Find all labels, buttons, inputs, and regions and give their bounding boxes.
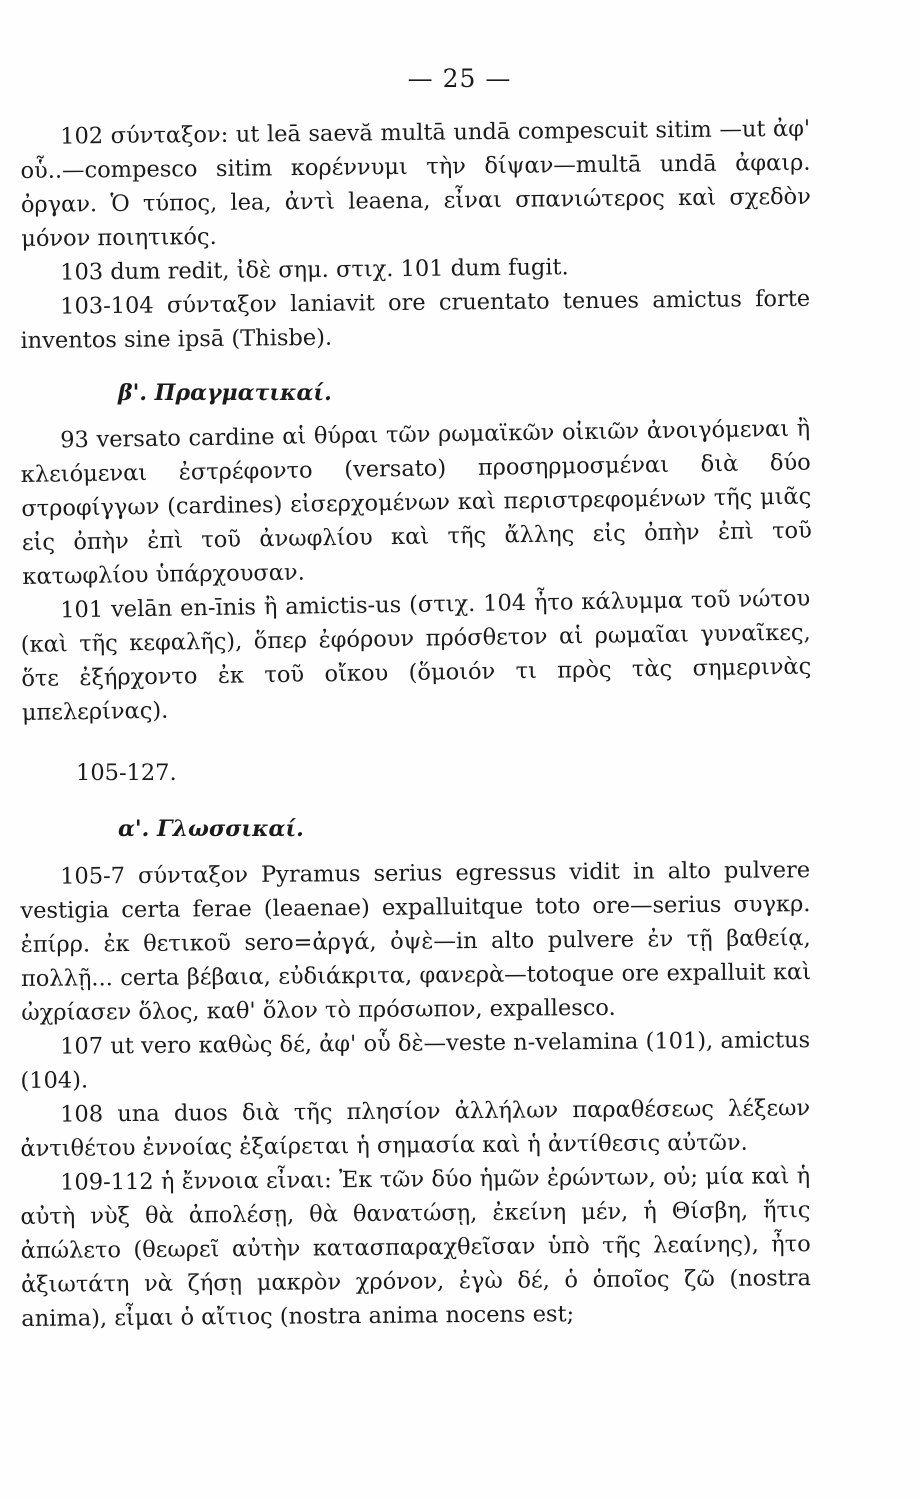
page-number: — 25 — <box>407 64 512 93</box>
paragraph-107: 107 ut vero καθὼς δέ, ἀφ' οὗ δὲ—veste n-velamina (101), amictus (104). <box>20 1027 811 1094</box>
paragraph-103: 103 dum redit, ἰδὲ σημ. στιχ. 101 dum fugit. <box>60 254 569 286</box>
paragraph-103-104: 103-104 σύνταξον laniavit ore cruentato tenues amictus forte inventos sine ipsā (Thisbe). <box>20 285 811 354</box>
section-heading-glossikai: α'. Γλωσσικαί. <box>118 816 304 842</box>
paragraph-93: 93 versato cardine αἱ θύραι τῶν ρωμαϊκῶν οἰκιῶν ἀνοιγόμεναι ἢ κλειόμεναι ἐστρέφοντο (versato) προσηρμοσμέναι διὰ δύο στροφίγγων (cardines) εἰσερχομένων καὶ περιστρεφομένων τῆς μιᾶς εἰς ὀπὴν ἐπὶ τοῦ ἀνωφλίου καὶ τῆς ἄλλης εἰς ὀπὴν ἐπὶ τοῦ κατωφλίου ὑπάρχουσαν. <box>20 415 812 590</box>
section-heading-pragmatikai: β'. Πραγματικαί. <box>118 380 332 406</box>
paragraph-108: 108 una duos διὰ τῆς πλησίον ἀλλήλων παραθέσεως λέξεων ἀντιθέτου ἐννοίας ἐξαίρεται ἡ σημασία καὶ ἡ ἀντίθεσις αὐτῶν. <box>20 1095 811 1162</box>
paragraph-102: 102 σύνταξον: ut leā saevă multā undā compescuit sitim —ut ἀφ' οὗ..—compesco sitim κορέννυμι τὴν δίψαν—multā undā ἀφαιρ. ὀργαν. Ὁ τύπος, lea, ἀντὶ leaena, εἶναι σπανιώτερος καὶ σχεδὸν μόνον ποιητικός. <box>20 115 811 252</box>
verse-range-heading: 105-127. <box>76 760 177 786</box>
paragraph-105-7: 105-7 σύνταξον Pyramus serius egressus vidit in alto pulvere vestigia certa ferae (leaenae) expalluitque toto ore—serius συγκρ. ἐπίρρ. ἐκ θετικοῦ sero=ἀργά, ὀψὲ—in alto pulvere ἐν τῇ βαθείᾳ, πολλῇ... certa βέβαια, εὐδιάκριτα, φανερὰ—totoque ore expalluit καὶ ὠχρίασεν ὅλος, καθ' ὅλον τὸ πρόσωπον, expallesco. <box>20 857 812 1026</box>
paragraph-109-112: 109-112 ἡ ἔννοια εἶναι: Ἐκ τῶν δύο ἡμῶν ἐρώντων, οὐ; μία καὶ ἡ αὐτὴ νὺξ θὰ ἀπολέσῃ, θὰ θανατώσῃ, ἐκείνη μέν, ἡ Θίσβη, ἥτις ἀπώλετο (θεωρεῖ αὐτὴν κατασπαραχθεῖσαν ὑπὸ τῆς λεαίνης), ἦτο ἀξιωτάτη νὰ ζήσῃ μακρὸν χρόνον, ἐγὼ δέ, ὁ ὁποῖος ζῶ (nostra anima), εἶμαι ὁ αἴτιος (nostra anima nocens est; <box>20 1163 812 1332</box>
paragraph-101: 101 velān en-īnis ἢ amictis-us (στιχ. 104 ἦτο κάλυμμα τοῦ νώτου (καὶ τῆς κεφαλῆς), ὅπερ ἐφόρουν πρόσθετον αἱ ρωμαῖαι γυναῖκες, ὅτε ἐξήρχοντο ἐκ τοῦ οἴκου (ὅμοιόν τι πρὸς τὰς σημερινὰς μπελερίνας). <box>20 585 812 726</box>
page-content <box>20 115 812 1336</box>
